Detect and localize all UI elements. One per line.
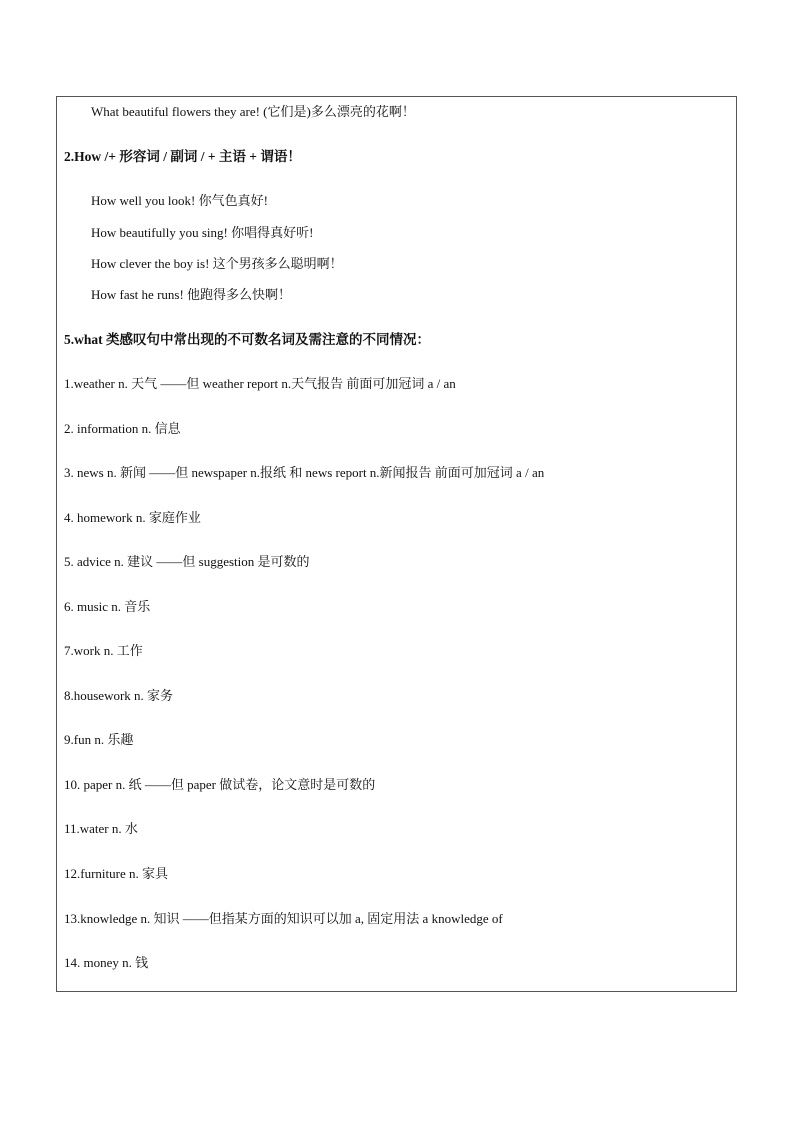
noun-item: 2. information n. 信息 [64,421,181,436]
noun-item: 11.water n. 水 [64,821,138,836]
noun-item: 7.work n. 工作 [64,643,143,658]
how-heading: 2.How /+ 形容词 / 副词 / + 主语 + 谓语！ [64,149,301,164]
noun-item: 3. news n. 新闻 ——但 newspaper n.报纸 和 news report n.新闻报告 前面可加冠词 a / an [64,465,545,480]
how-example-1: How well you look! 你气色真好! [91,193,268,208]
noun-item: 10. paper n. 纸 ——但 paper 做试卷，论文意时是可数的 [64,777,376,792]
how-example-3: How clever the boy is! 这个男孩多么聪明啊！ [91,256,343,271]
intro-example: What beautiful flowers they are! (它们是)多么漂亮的花啊！ [91,104,415,119]
noun-item: 14. money n. 钱 [64,955,149,970]
noun-item: 4. homework n. 家庭作业 [64,510,201,525]
what-heading: 5.what 类感叹句中常出现的不可数名词及需注意的不同情况： [64,332,431,347]
how-example-4: How fast he runs! 他跑得多么快啊！ [91,287,292,302]
noun-item: 12.furniture n. 家具 [64,866,168,881]
how-example-2: How beautifully you sing! 你唱得真好听! [91,225,314,240]
noun-item: 1.weather n. 天气 ——但 weather report n.天气报告 前面可加冠词 a / an [64,376,456,391]
noun-item: 6. music n. 音乐 [64,599,151,614]
noun-item: 13.knowledge n. 知识 ——但指某方面的知识可以加 a, 固定用法 a knowledge of [64,911,503,926]
noun-item: 5. advice n. 建议 ——但 suggestion 是可数的 [64,554,310,569]
noun-item: 9.fun n. 乐趣 [64,732,134,747]
noun-item: 8.housework n. 家务 [64,688,174,703]
